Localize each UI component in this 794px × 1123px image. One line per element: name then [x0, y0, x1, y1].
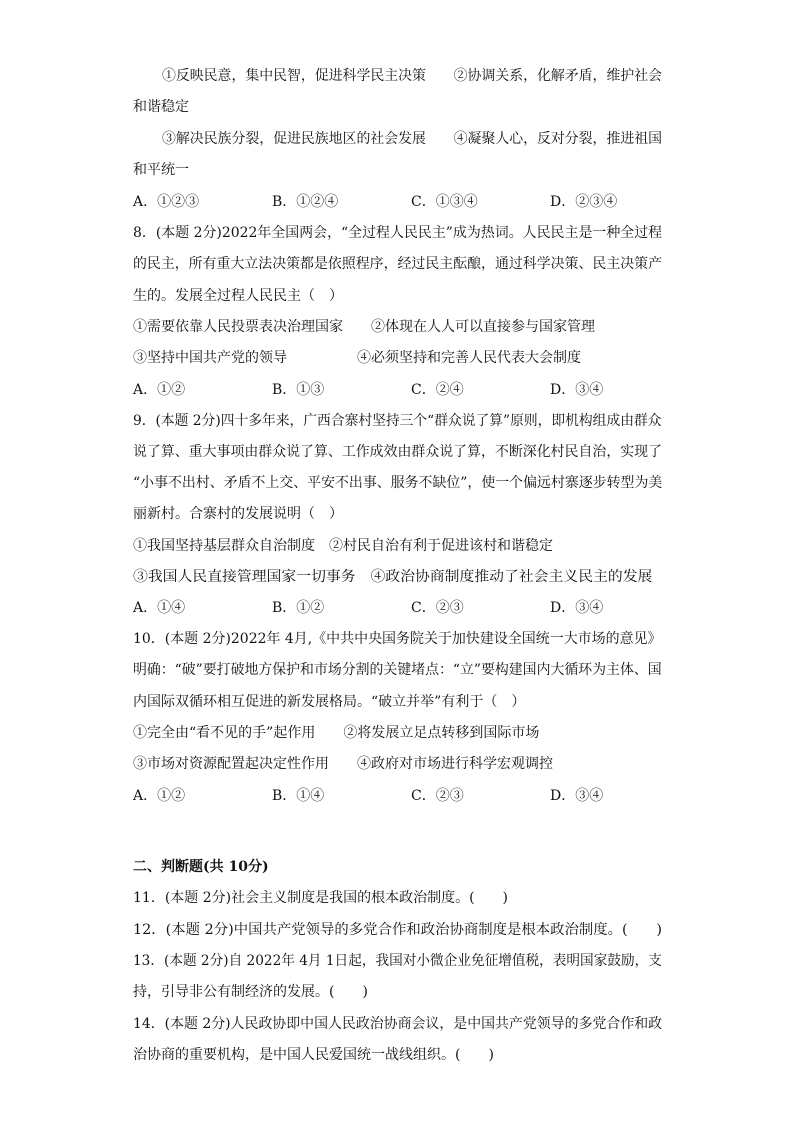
q7-option-d: D．②③④	[550, 194, 618, 210]
q8-stem-line: 生的。发展全过程人民民主（ ）	[133, 288, 343, 304]
q9-option-c: C．②③	[411, 600, 464, 616]
q7-statement-line: 和谐稳定	[133, 99, 189, 115]
q9-option-b: B．①②	[272, 600, 325, 616]
q8-option-b: B．①③	[272, 382, 325, 398]
section-title: 二、判断题(共 10分)	[133, 859, 269, 875]
q9-stem-line: 9．(本题 2分)四十多年来，广西合寨村坚持三个“群众说了算”原则，即机构组成由群众	[133, 413, 662, 429]
q10-option-a: A．①②	[133, 788, 186, 804]
q9-option-a: A．①④	[133, 600, 186, 616]
q13-line: 13．(本题 2分)自 2022年 4月 1日起，我国对小微企业免征增值税，表明国家鼓励，支	[133, 953, 662, 969]
q9-statement-line: ①我国坚持基层群众自治制度 ②村民自治有利于促进该村和谐稳定	[133, 538, 553, 554]
q9-option-d: D．③④	[550, 600, 604, 616]
q10-option-b: B．①④	[272, 788, 325, 804]
q8-stem-line: 8．(本题 2分)2022年全国两会，“全过程人民民主”成为热词。人民民主是一种全过程	[133, 225, 663, 241]
q13-line: 持，引导非公有制经济的发展。( )	[133, 984, 368, 1000]
q10-stem-line: 明确：“破”要打破地方保护和市场分割的关键堵点：“立”要构建国内大循环为主体、国	[133, 662, 662, 678]
q7-statement-line: ①反映民意，集中民智，促进科学民主决策 ②协调关系，化解矛盾，维护社会	[162, 68, 662, 84]
q8-statement-line: ③坚持中国共产党的领导 ④必须坚持和完善人民代表大会制度	[133, 350, 581, 366]
q8-statement-line: ①需要依靠人民投票表决治理国家 ②体现在人人可以直接参与国家管理	[133, 319, 595, 335]
q12-line: 12．(本题 2分)中国共产党领导的多党合作和政治协商制度是根本政治制度。( )	[133, 922, 663, 938]
q10-option-c: C．②③	[411, 788, 464, 804]
q10-stem-line: 10．(本题 2分)2022年 4月,《中共中央国务院关于加快建设全国统一大市场的意见》	[133, 631, 662, 647]
q9-statement-line: ③我国人民直接管理国家一切事务 ④政治协商制度推动了社会主义民主的发展	[133, 569, 653, 585]
q8-option-a: A．①②	[133, 382, 186, 398]
q10-stem-line: 内国际双循环相互促进的新发展格局。“破立并举”有利于（ ）	[133, 694, 526, 710]
q7-statement-line: ③解决民族分裂，促进民族地区的社会发展 ④凝聚人心，反对分裂，推进祖国	[162, 131, 662, 147]
q11-line: 11．(本题 2分)社会主义制度是我国的根本政治制度。( )	[133, 890, 509, 906]
q8-option-d: D．③④	[550, 382, 604, 398]
q10-statement-line: ③市场对资源配置起决定性作用 ④政府对市场进行科学宏观调控	[133, 756, 553, 772]
q8-stem-line: 的民主，所有重大立法决策都是依照程序，经过民主酝酿，通过科学决策、民主决策产	[133, 256, 662, 272]
q9-stem-line: 丽新村。合寨村的发展说明（ ）	[133, 506, 343, 522]
q10-statement-line: ①完全由“看不见的手”起作用 ②将发展立足点转移到国际市场	[133, 725, 540, 741]
q9-stem-line: 说了算、重大事项由群众说了算、工作成效由群众说了算，不断深化村民自治，实现了	[133, 444, 662, 460]
q14-line: 治协商的重要机构，是中国人民爱国统一战线组织。( )	[133, 1047, 494, 1063]
q7-option-a: A．①②③	[133, 194, 200, 210]
q10-option-d: D．③④	[550, 788, 604, 804]
q8-option-c: C．②④	[411, 382, 464, 398]
q7-statement-line: 和平统一	[133, 162, 189, 178]
q14-line: 14．(本题 2分)人民政协即中国人民政治协商会议，是中国共产党领导的多党合作和政	[133, 1016, 663, 1032]
q7-option-b: B．①②④	[272, 194, 339, 210]
q9-stem-line: “小事不出村、矛盾不上交、平安不出事、服务不缺位”，使一个偏远村寨逐步转型为美	[133, 475, 663, 491]
q7-option-c: C．①③④	[411, 194, 478, 210]
